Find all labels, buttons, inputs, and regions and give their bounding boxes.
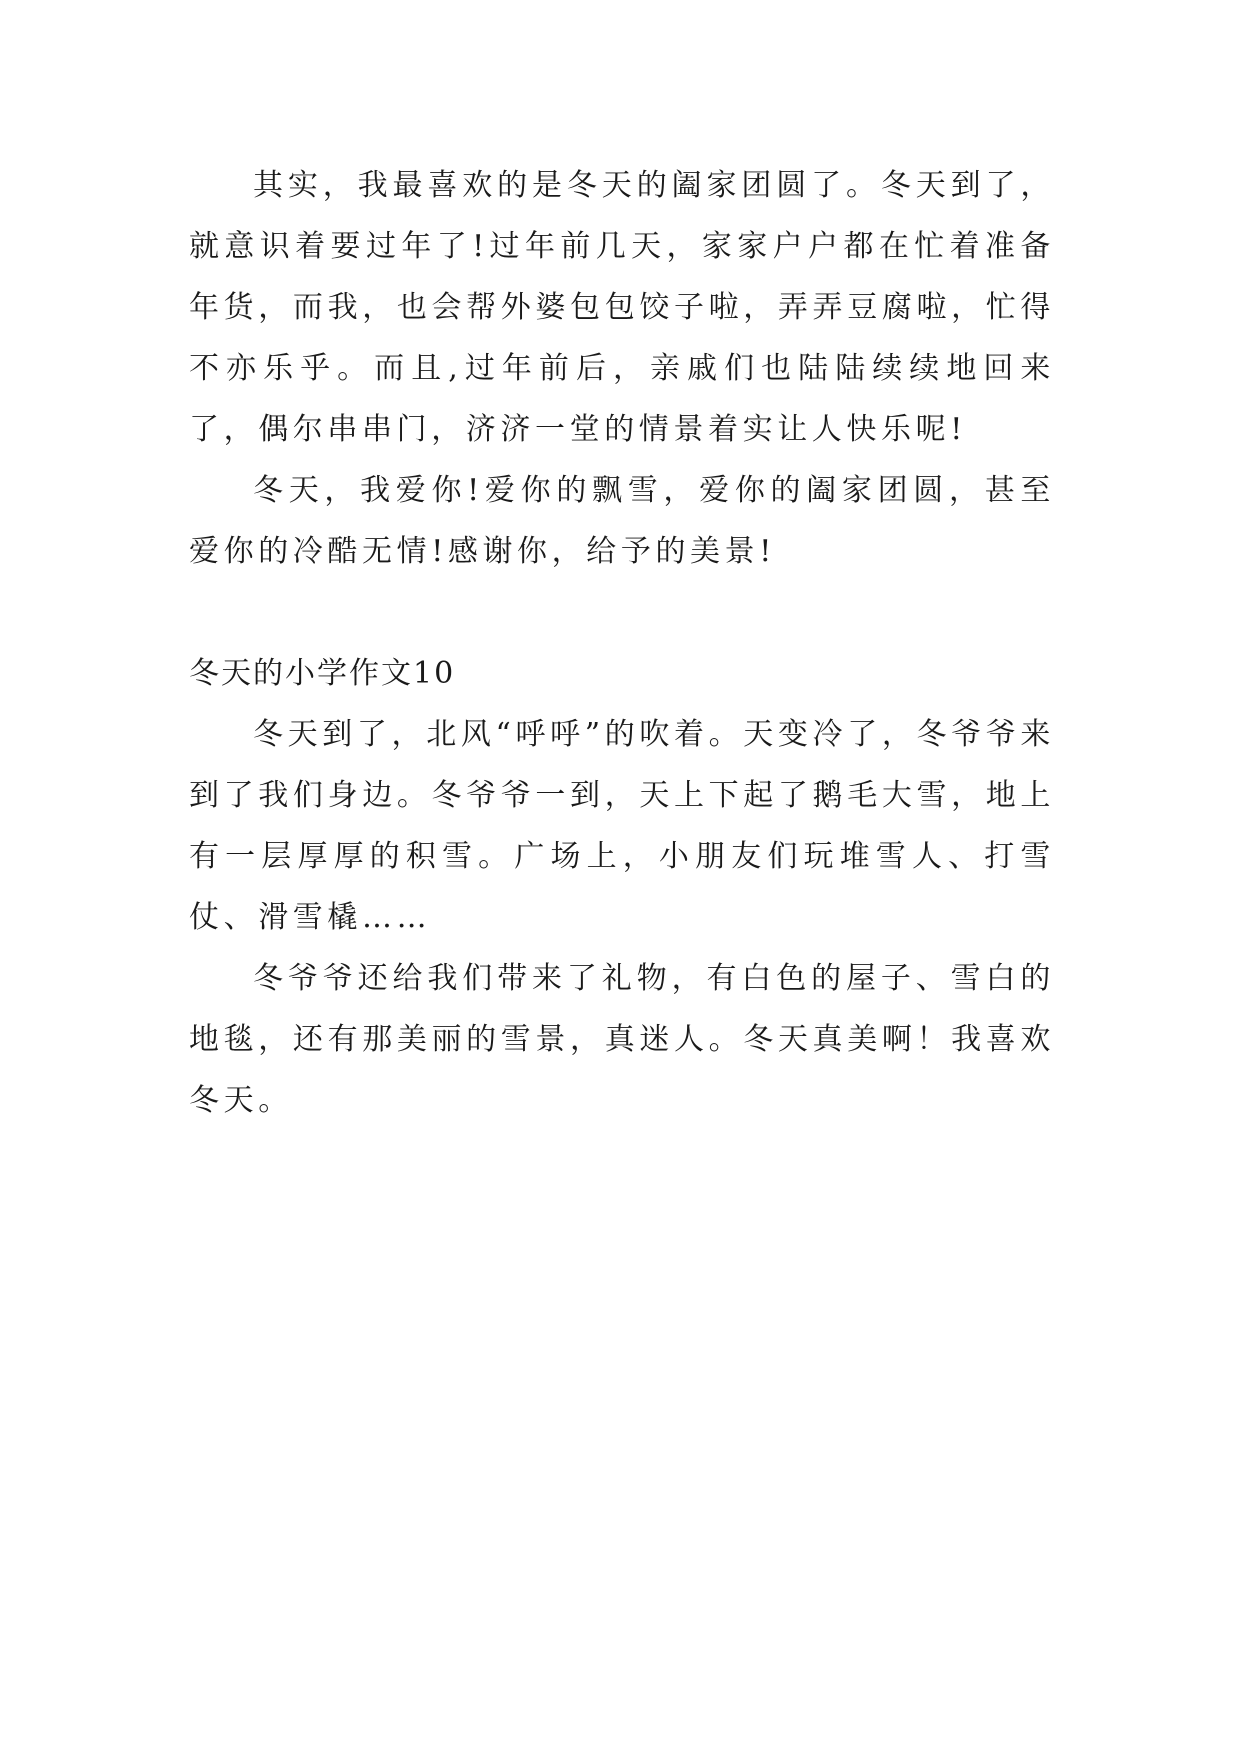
paragraph-family-reunion: 其实，我最喜欢的是冬天的阖家团圆了。冬天到了，就意识着要过年了!过年前几天，家家户户都在忙着准备年货，而我，也会帮外婆包包饺子啦，弄弄豆腐啦，忙得不亦乐乎。而且,过年前后，亲戚们也陆陆续续地回来了，偶尔串串门，济济一堂的情景着实让人快乐呢! — [189, 168, 1055, 447]
section-spacer — [189, 582, 1055, 643]
paragraph-love-winter: 冬天，我爱你!爱你的飘雪，爱你的阖家团圆，甚至爱你的冷酷无情!感谢你，给予的美景! — [189, 473, 1055, 569]
section-heading: 冬天的小学作文10 — [189, 656, 456, 691]
document-body — [189, 155, 1055, 1131]
paragraph-winter-arrives: 冬天到了，北风“呼呼”的吹着。天变冷了，冬爷爷来到了我们身边。冬爷爷一到，天上下起了鹅毛大雪，地上有一层厚厚的积雪。广场上，小朋友们玩堆雪人、打雪仗、滑雪橇…… — [189, 717, 1055, 935]
paragraph-winter-gifts: 冬爷爷还给我们带来了礼物，有白色的屋子、雪白的地毯，还有那美丽的雪景，真迷人。冬天真美啊！我喜欢冬天。 — [189, 961, 1055, 1118]
